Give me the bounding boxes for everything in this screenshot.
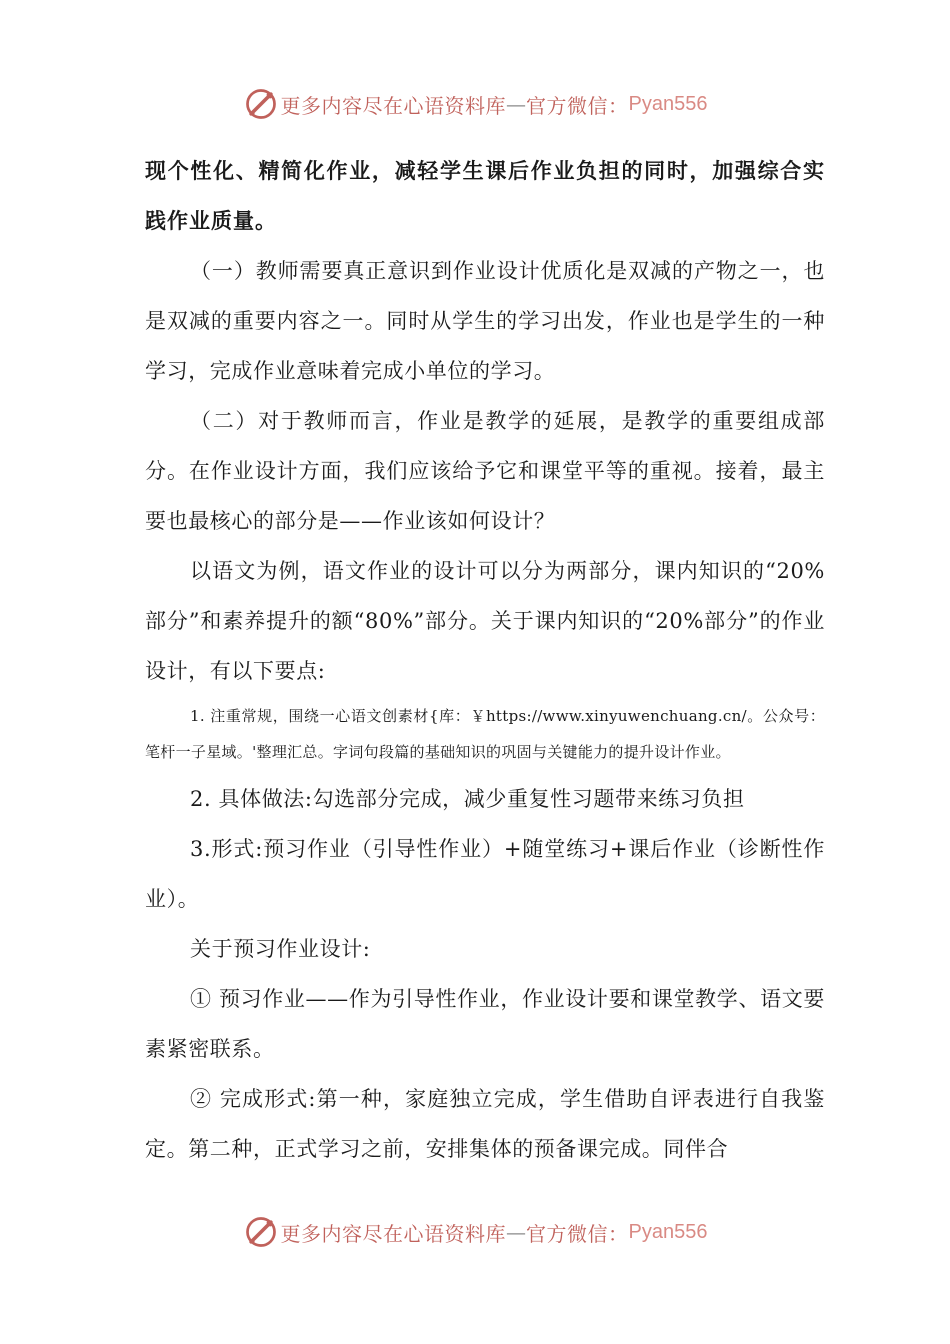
banner-wechat-label: 官方微信： — [526, 1221, 629, 1246]
banner-wechat-id: Pyan556 — [628, 1220, 708, 1243]
banner-title: 更多内容尽在心语资料库 — [280, 1221, 507, 1246]
paragraph-3: （二）对于教师而言，作业是教学的延展，是教学的重要组成部分。在作业设计方面，我们应该给予它和课堂平等的重视。接着，最主要也最核心的部分是——作业该如何设计？ — [145, 409, 825, 533]
paragraph-9: ① 预习作业——作为引导性作业，作业设计要和课堂教学、语文要素紧密联系。 — [145, 987, 825, 1061]
paragraph-10: ② 完成形式:第一种，家庭独立完成，学生借助自评表进行自我鉴定。第二种，正式学习之前，安排集体的预备课完成。同伴合 — [145, 1087, 825, 1161]
paragraph-1: 现个性化、精简化作业，减轻学生课后作业负担的同时，加强综合实践作业质量。 — [145, 159, 825, 233]
header-banner — [0, 84, 950, 124]
pen-logo-icon — [243, 86, 279, 122]
paragraph-7: 3.形式:预习作业（引导性作业）+随堂练习+课后作业（诊断性作业）。 — [145, 837, 825, 911]
document-body — [145, 146, 825, 1174]
paragraph-5: 1. 注重常规，围绕一心语文创素材{库：￥https://www.xinyuwenchuang.cn/。公众号：笔杆一子星域。'整理汇总。字词句段篇的基础知识的巩固与关键能力的提升设计作业。 — [145, 707, 825, 761]
paragraph-2: （一）教师需要真正意识到作业设计优质化是双减的产物之一，也是双减的重要内容之一。同时从学生的学习出发，作业也是学生的一种学习，完成作业意味着完成小单位的学习。 — [145, 259, 825, 383]
banner-title: 更多内容尽在心语资料库 — [280, 93, 507, 118]
banner-separator: — — [506, 92, 527, 116]
pen-logo-icon — [243, 1214, 279, 1250]
banner-separator: — — [506, 1220, 527, 1244]
footer-banner — [0, 1212, 950, 1252]
watermark-paragraph-wrap — [145, 696, 825, 774]
banner-wechat-label: 官方微信： — [526, 93, 629, 118]
paragraph-6: 2. 具体做法:勾选部分完成，减少重复性习题带来练习负担 — [190, 787, 745, 811]
banner-wechat-id: Pyan556 — [628, 92, 708, 115]
paragraph-8: 关于预习作业设计: — [190, 937, 371, 961]
paragraph-4: 以语文为例，语文作业的设计可以分为两部分，课内知识的“20%部分”和素养提升的额“80%”部分。关于课内知识的“20%部分”的作业设计，有以下要点: — [145, 559, 825, 683]
